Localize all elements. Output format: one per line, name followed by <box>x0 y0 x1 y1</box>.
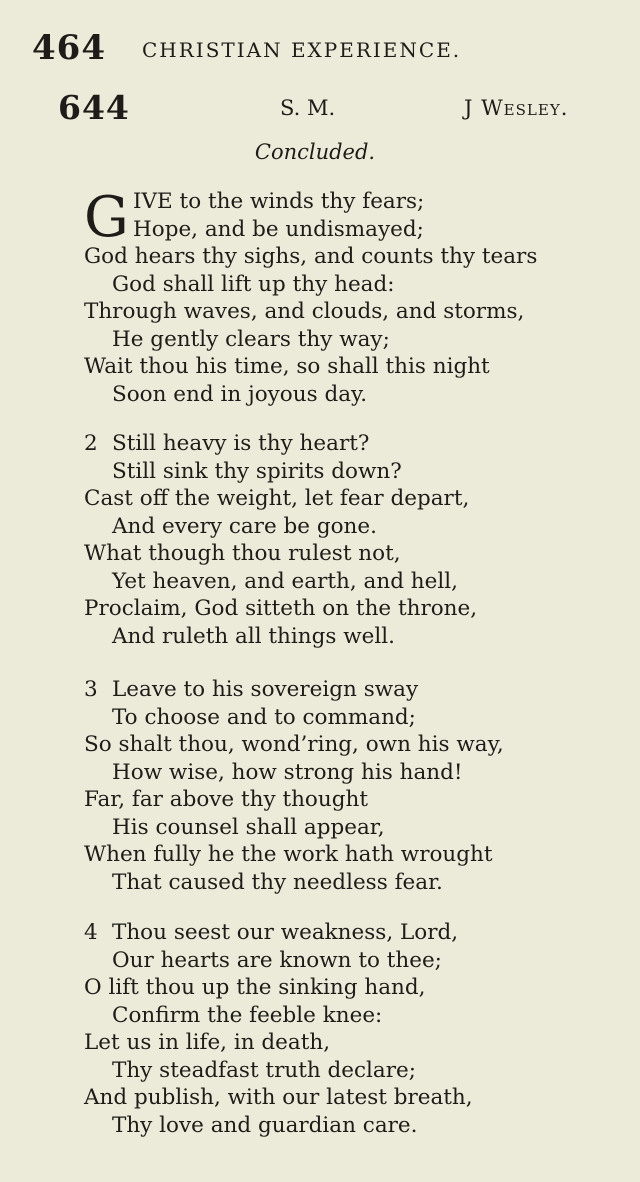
verse-line: So shalt thou, wond’ring, own his way, <box>84 732 504 757</box>
hymn-author: J Wesley. <box>464 96 569 120</box>
verse-line-text: Still heavy is thy heart? <box>112 431 370 456</box>
verse-line: IVE to the winds thy fears; <box>133 189 425 214</box>
verse-line <box>84 430 614 458</box>
verse-line: Cast off the weight, let fear depart, <box>84 486 470 511</box>
verse-line <box>84 919 614 947</box>
verse-line: Soon end in joyous day. <box>112 381 368 407</box>
hymn-meter: S. M. <box>280 96 336 120</box>
verse-2 <box>84 430 614 650</box>
page-number: 464 <box>32 28 106 68</box>
verse-line: That caused thy needless fear. <box>112 869 443 895</box>
verse-line: And every care be gone. <box>112 513 377 539</box>
verse-line: God shall lift up thy head: <box>112 271 395 297</box>
hymn-number: 644 <box>58 88 130 127</box>
verse-line: Wait thou his time, so shall this night <box>84 354 490 379</box>
verse-4 <box>84 919 614 1139</box>
verse-line: Through waves, and clouds, and storms, <box>84 299 525 324</box>
verse-line <box>84 676 614 704</box>
verse-line: Proclaim, God sitteth on the throne, <box>84 596 478 621</box>
verse-line: Our hearts are known to thee; <box>112 947 442 973</box>
verse-line: To choose and to command; <box>112 704 416 730</box>
verse-line: Yet heaven, and earth, and hell, <box>112 568 458 594</box>
verse-line: Let us in life, in death, <box>84 1030 331 1055</box>
running-head <box>32 28 612 68</box>
verse-line: Confirm the feeble knee: <box>112 1002 383 1028</box>
verse-line: O lift thou up the sinking hand, <box>84 975 426 1000</box>
verse-line-text: Leave to his sovereign sway <box>112 677 419 702</box>
verse-line: Far, far above thy thought <box>84 787 368 812</box>
verse-1 <box>84 185 614 408</box>
verse-line: How wise, how strong his hand! <box>112 759 463 785</box>
verse-number: 3 <box>84 677 98 702</box>
drop-cap: G <box>84 185 129 250</box>
verse-line: Thy love and guardian care. <box>112 1112 418 1138</box>
hymn-subtitle: Concluded. <box>254 140 376 164</box>
verse-line: His counsel shall appear, <box>112 814 385 840</box>
verse-line: Thy steadfast truth declare; <box>112 1057 416 1083</box>
verse-line: What though thou rulest not, <box>84 541 401 566</box>
verse-number: 2 <box>84 431 98 456</box>
verse-line-text: Thou seest our weakness, Lord, <box>112 920 459 945</box>
verse-line: When fully he the work hath wrought <box>84 842 493 867</box>
section-title: CHRISTIAN EXPERIENCE. <box>142 38 462 62</box>
verse-line: Still sink thy spirits down? <box>112 458 402 484</box>
verse-line: And publish, with our latest breath, <box>84 1085 473 1110</box>
hymn-heading <box>58 88 608 128</box>
verse-number: 4 <box>84 920 98 945</box>
verse-line: And ruleth all things well. <box>112 623 395 649</box>
verse-line: He gently clears thy way; <box>112 326 390 352</box>
verse-line: Hope, and be undismayed; <box>133 216 424 242</box>
verse-line: God hears thy sighs, and counts thy tears <box>84 244 538 269</box>
verse-3 <box>84 676 614 896</box>
